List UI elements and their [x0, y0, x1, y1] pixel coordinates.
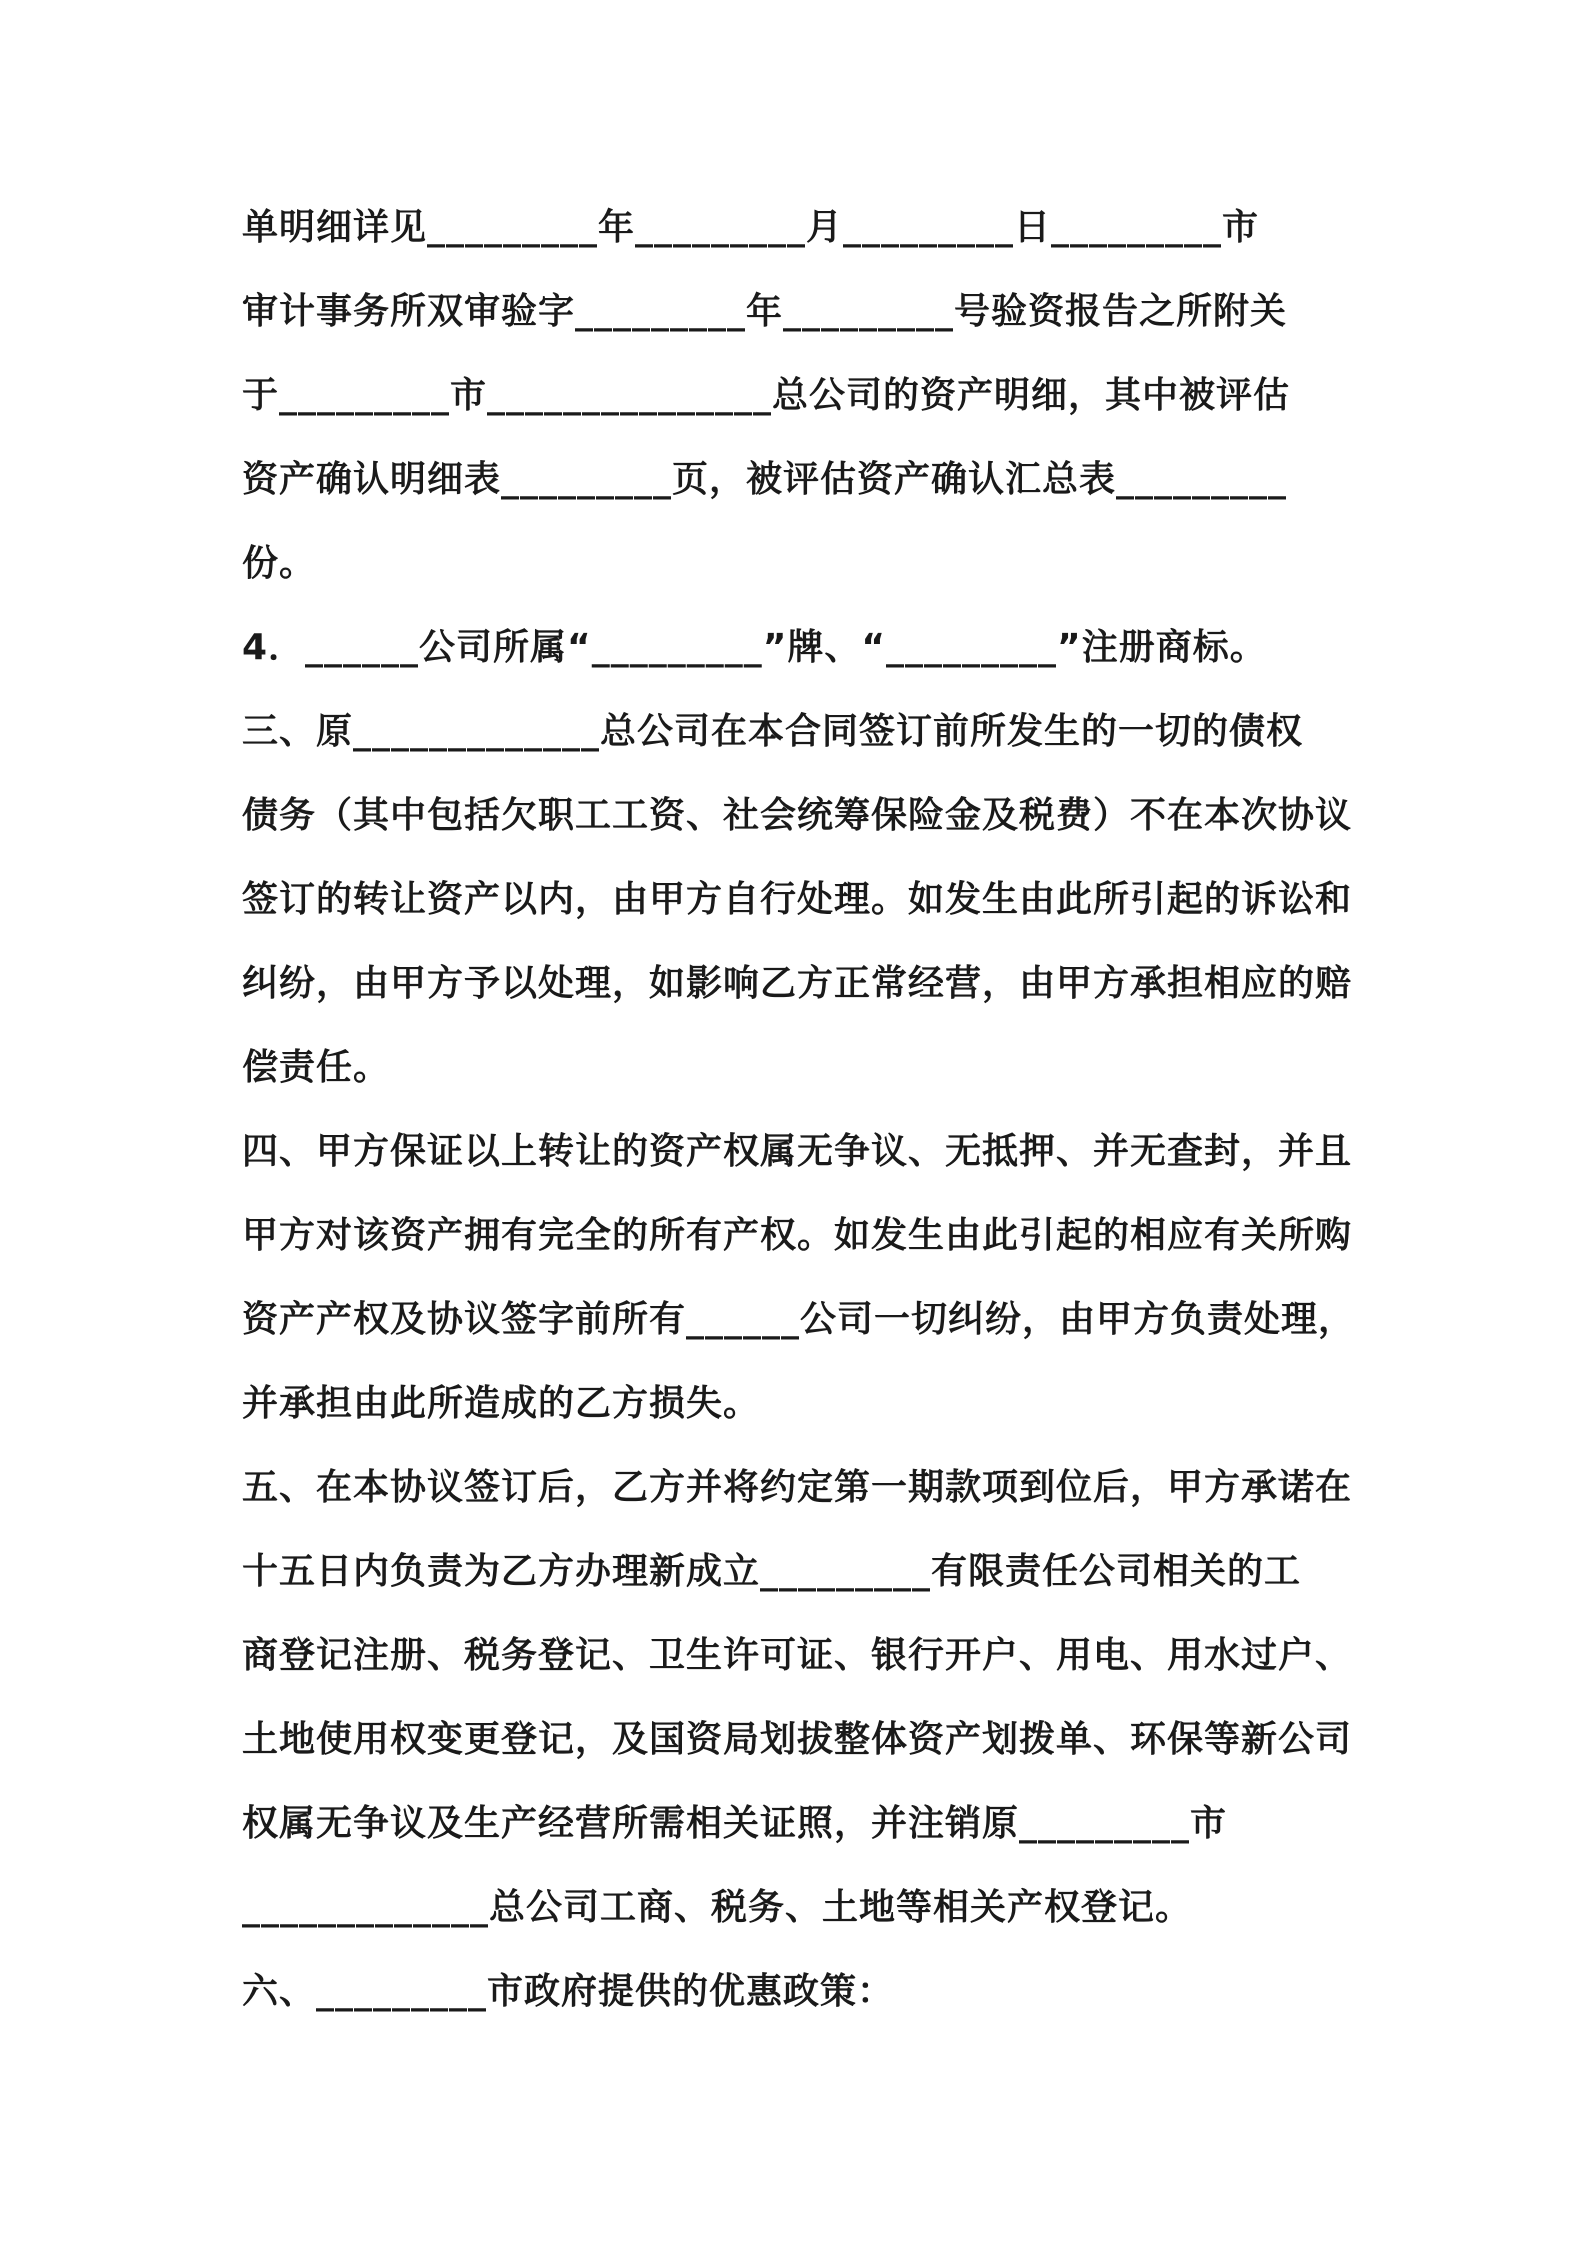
text-line: 于_________市_______________总公司的资产明细，其中被评估 [242, 375, 1291, 416]
text-line: 五、在本协议签订后，乙方并将约定第一期款项到位后，甲方承诺在 [242, 1467, 1353, 1508]
text-line: 商登记注册、税务登记、卫生许可证、银行开户、用电、用水过户、 [242, 1635, 1353, 1676]
text-line: 份。 [242, 543, 317, 584]
text-line: _____________总公司工商、税务、土地等相关产权登记。 [242, 1887, 1193, 1928]
text-line: 甲方对该资产拥有完全的所有产权。如发生由此引起的相应有关所购 [242, 1215, 1353, 1256]
text-line: 并承担由此所造成的乙方损失。 [242, 1383, 761, 1424]
text-line: 权属无争议及生产经营所需相关证照，并注销原_________市 [242, 1803, 1228, 1844]
text-line: 土地使用权变更登记，及国资局划拔整体资产划拨单、环保等新公司 [242, 1719, 1353, 1760]
text-line: 三、原_____________总公司在本合同签订前所发生的一切的债权 [242, 711, 1304, 752]
text-line: 偿责任。 [242, 1047, 391, 1088]
text-line: 十五日内负责为乙方办理新成立_________有限责任公司相关的工 [242, 1551, 1302, 1592]
text-line: 资产产权及协议签字前所有______公司一切纠纷，由甲方负责处理， [242, 1299, 1356, 1340]
text-line: 纠纷，由甲方予以处理，如影响乙方正常经营，由甲方承担相应的赔 [242, 963, 1353, 1004]
text-line: 4．______公司所属“_________”牌、“_________”注册商标。 [242, 627, 1267, 668]
text-line: 审计事务所双审验字_________年_________号验资报告之所附关 [242, 291, 1288, 332]
text-line: 签订的转让资产以内，由甲方自行处理。如发生由此所引起的诉讼和 [242, 879, 1353, 920]
text-line: 债务（其中包括欠职工工资、社会统筹保险金及税费）不在本次协议 [242, 795, 1353, 836]
text-line: 资产确认明细表_________页，被评估资产确认汇总表_________ [242, 459, 1288, 500]
text-line: 六、_________市政府提供的优惠政策： [242, 1971, 895, 2012]
text-line: 四、甲方保证以上转让的资产权属无争议、无抵押、并无查封，并且 [242, 1131, 1353, 1172]
contract-body-text [242, 198, 1372, 2046]
text-line: 单明细详见_________年_________月_________日_________市 [242, 207, 1260, 248]
